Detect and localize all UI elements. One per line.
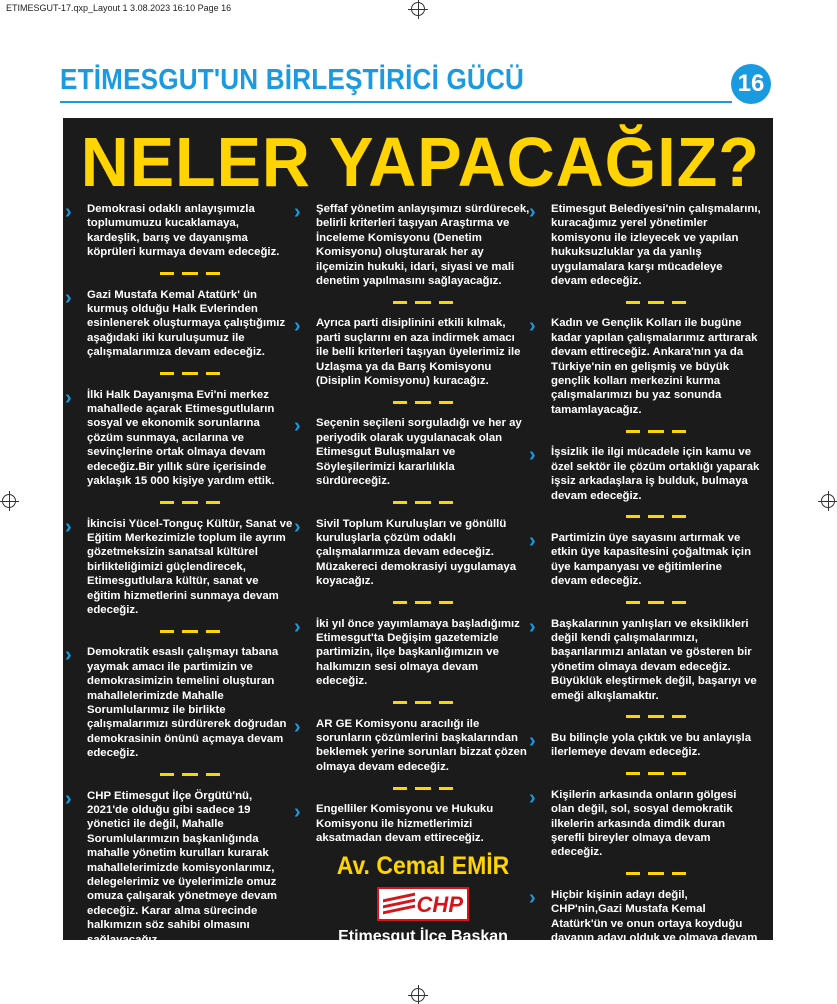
list-item <box>529 886 761 960</box>
list-item <box>294 415 530 488</box>
list-item-text: Şeffaf yönetim anlayışımızı sürdürecek, belirli kriterleri taşıyan Araştırma ve İnceleme Komisyonu (Denetim Komisyonu) oluşturarak her ay ilçemizin hukuki, idari, siyasi ve mali denetim yapılmasını sağlayacağız. <box>316 203 530 288</box>
chevron-right-icon: › <box>65 515 72 538</box>
list-item <box>529 786 761 860</box>
list-item <box>294 315 530 388</box>
list-item <box>294 515 530 589</box>
list-item <box>294 715 530 775</box>
list-item-text: Demokrasi odaklı anlayışımızla toplumumuzu kucaklamaya, kardeşlik, barış ve dayanışma köprüleri kurmaya devam edeceğiz. <box>87 203 280 259</box>
dash-separator <box>316 288 530 316</box>
dash-separator <box>316 774 530 802</box>
list-item-text: Kadın ve Gençlik Kolları ile bugüne kadar yapılan çalışmalarımız arttırarak devam ettireceğiz. Ankara'nın ya da Türkiye'nin en gelişmiş ve büyük gençlik kolları merkezini kurma çalışmalarımızı bu yaz sonunda tamamlayacağız. <box>551 317 758 416</box>
column-left <box>65 201 293 947</box>
chevron-right-icon: › <box>65 201 72 223</box>
candidate-title <box>316 927 530 967</box>
list-item-text: Engelliler Komisyonu ve Hukuku Komisyonu ile hizmetlerimizi aksatmadan devam ettireceğiz. <box>316 803 494 844</box>
list-item <box>529 315 761 417</box>
candidate-title-line: Adayı <box>401 948 445 966</box>
dash-separator <box>551 589 761 617</box>
dash-separator <box>551 417 761 445</box>
section-title: ETİMESGUT'UN BİRLEŞTİRİCİ GÜCÜ <box>60 64 525 96</box>
registration-mark-icon <box>2 494 16 508</box>
list-item-text: Sivil Toplum Kuruluşları ve gönüllü kuruluşlarla çözüm odaklı çalışmalarımıza devam edeceğiz. Müzakereci demokrasiyi uygulamaya koyacağız. <box>316 517 517 588</box>
dash-separator <box>316 489 530 517</box>
list-item-text: Demokratik esaslı çalışmayı tabana yaymak amacı ile partimizin ve demokrasimizin temelini oluşturan mahallelerimizde Mahalle Sorumlularımız ile birlikte çalışmalarımızı sürdürerek doğrudan demokrasinin önünü açmaya devam edeceğiz. <box>87 646 287 760</box>
chevron-right-icon: › <box>294 715 301 738</box>
dash-separator <box>551 288 761 316</box>
list-item-text: Etimesgut Belediyesi'nin çalışmalarını, kuracağımız yerel yönetimler komisyonu ile izleyecek ve yapılan hukuksuzluklar ya da yanlış uygulamalara karşı mücadeleye devam edeceğiz. <box>551 203 761 288</box>
list-item-text: Kişilerin arkasında onların gölgesi olan değil, sol, sosyal demokratik ilkelerin arkasında dimdik duran şerefli bireyler olmaya devam edeceğiz. <box>551 788 737 859</box>
chevron-right-icon: › <box>529 786 536 809</box>
content-panel <box>63 118 773 966</box>
dash-separator <box>551 503 761 531</box>
registration-mark-icon <box>821 494 835 508</box>
list-item <box>529 529 761 589</box>
registration-mark-icon <box>411 2 425 16</box>
chevron-right-icon: › <box>529 886 536 909</box>
dash-separator <box>316 589 530 617</box>
dash-separator <box>87 489 293 517</box>
dash-separator <box>551 760 761 788</box>
list-item <box>65 515 293 618</box>
list-item-text: Gazi Mustafa Kemal Atatürk' ün kurmuş olduğu Halk Evlerinden esinlenerek oluşturmaya çalıştığımız aşağıdaki iki kuruluşumuz ile çalışmalarımıza devam edeceğiz. <box>87 288 286 359</box>
chevron-right-icon: › <box>294 515 301 538</box>
list-item <box>294 201 530 288</box>
list-item <box>294 801 530 845</box>
chevron-right-icon: › <box>65 787 72 810</box>
candidate-title-line: Etimesgut İlçe Başkan <box>338 928 508 946</box>
dash-separator <box>551 860 761 888</box>
candidate-name: Av. Cemal EMİR <box>336 852 510 881</box>
list-item <box>65 286 293 360</box>
list-item <box>65 787 293 947</box>
list-item-text: Hiçbir kişinin adayı değil, CHP'nin,Gazi Mustafa Kemal Atatürk'ün ve onun ortaya koyduğu davanın adayı olduk ve olmaya devam edeceğiz. <box>551 888 758 959</box>
list-item-text: Ayrıca parti disiplinini etkili kılmak, parti suçlarını en aza indirmek amacı ile belli kriterleri taşıyan üyelerimiz ile Uzlaşma ya da Barış Komisyonu (Disiplin Komisyonu) kuracağız. <box>316 317 521 388</box>
chp-logo <box>377 887 469 921</box>
list-item-text: CHP Etimesgut İlçe Örgütü'nü, 2021'de olduğu gibi sadece 19 yönetici ile değil, Mahalle Sorumlularımızın başkanlığında mahalle yönetim kurulları kurarak mahallelerimizde komisyonlarımız, delegelerimiz ve üyelerimizle omuz omuza çalışarak yönetmeye devam edeceğiz. Karar alma sürecinde halkımızın söz sahibi olmasını sağlayacağız. <box>87 789 277 946</box>
chevron-right-icon: › <box>294 415 301 438</box>
chevron-right-icon: › <box>529 615 536 638</box>
list-item-text: İkincisi Yücel-Tonguç Kültür, Sanat ve Eğitim Merkezimizle toplum ile ayrım gözetmeksizin sanatsal kültürel birlikteliğimizi güçlendirecek, Etimesgutlulara kültür, sanat ve eğitim hizmetlerini sunmaya devam edeceğiz. <box>87 517 293 616</box>
list-item-text: Partimizin üye sayasını artırmak ve etkin üye kapasitesini çoğaltmak için üye kampanyası ve eğitimlerine devam edeceğiz. <box>551 531 752 588</box>
header-divider <box>60 101 732 103</box>
list-item-text: AR GE Komisyonu aracılığı ile sorunların çözümlerini başkalarından beklemek yerine sorunları bizzat çözen olmaya devam edeceğiz. <box>316 717 527 773</box>
column-middle <box>294 201 530 967</box>
list-item-text: İlki Halk Dayanışma Evi'ni merkez mahallede açarak Etimesgutluların sosyal ve ekonomik sorunlarına çözüm sunmaya, acılarına ve sevinçlerine ortak olmaya devam edeceğiz.Bir yıllık süre içerisinde yaklaşık 15 000 kişiye yardım ettik. <box>87 388 275 488</box>
chevron-right-icon: › <box>529 529 536 552</box>
print-slug: ETIMESGUT-17.qxp_Layout 1 3.08.2023 16:10 Page 16 <box>6 3 232 13</box>
chevron-right-icon: › <box>529 201 536 223</box>
list-item <box>529 201 761 288</box>
list-item-text: İki yıl önce yayımlamaya başladığımız Etimesgut'ta Değişim gazetemizle partimizin, ilçe başkanlığımızın ve halkımızın sesi olmaya devam edeceğiz. <box>316 617 520 688</box>
chevron-right-icon: › <box>294 801 301 824</box>
page-number-badge: 16 <box>731 64 771 104</box>
dash-separator <box>87 260 293 288</box>
headline: NELER YAPACAĞIZ? <box>80 123 760 201</box>
dash-separator <box>87 360 293 388</box>
list-item-text: İşsizlik ile ilgi mücadele için kamu ve özel sektör ile çözüm ortaklığı yaparak işsiz arkadaşlara iş bulduk, bulmaya devam edeceğiz. <box>551 446 760 502</box>
flag-stripes-icon <box>383 894 415 914</box>
dash-separator <box>316 388 530 416</box>
chp-logo-text: CHP <box>416 892 463 918</box>
list-item <box>529 444 761 503</box>
chevron-right-icon: › <box>294 315 301 338</box>
list-item <box>65 201 293 260</box>
chevron-right-icon: › <box>65 286 72 309</box>
chevron-right-icon: › <box>65 644 72 667</box>
chevron-right-icon: › <box>65 386 72 409</box>
column-right <box>529 201 761 960</box>
list-item <box>65 386 293 489</box>
list-item-text: Bu bilinçle yola çıktık ve bu anlayışla ilerlemeye devam edeceğiz. <box>551 731 752 759</box>
signature-block <box>316 851 530 967</box>
dash-separator <box>551 703 761 731</box>
list-item <box>529 615 761 703</box>
dash-separator <box>316 689 530 717</box>
list-item <box>529 729 761 760</box>
chevron-right-icon: › <box>529 315 536 338</box>
list-item-text: Başkalarının yanlışları ve eksiklikleri değil kendi çalışmalarımızı, başarılarımızı anlatan ve gösteren bir yönetim olmaya devam edeceğiz. Büyüklük eleştirmek değil, başarıyı ve emeği alkışlamaktır. <box>551 617 757 702</box>
dash-separator <box>87 761 293 789</box>
dash-separator <box>87 617 293 645</box>
registration-mark-icon <box>411 988 425 1002</box>
chevron-right-icon: › <box>529 729 536 752</box>
chevron-right-icon: › <box>294 615 301 638</box>
list-item <box>65 644 293 760</box>
chevron-right-icon: › <box>529 444 536 467</box>
list-item-text: Seçenin seçileni sorguladığı ve her ay periyodik olarak uygulanacak olan Etimesgut Buluşmaları ve Söyleşilerimizi kararlılıkla sürdüreceğiz. <box>316 417 522 488</box>
list-item <box>294 615 530 689</box>
chevron-right-icon: › <box>294 201 301 223</box>
